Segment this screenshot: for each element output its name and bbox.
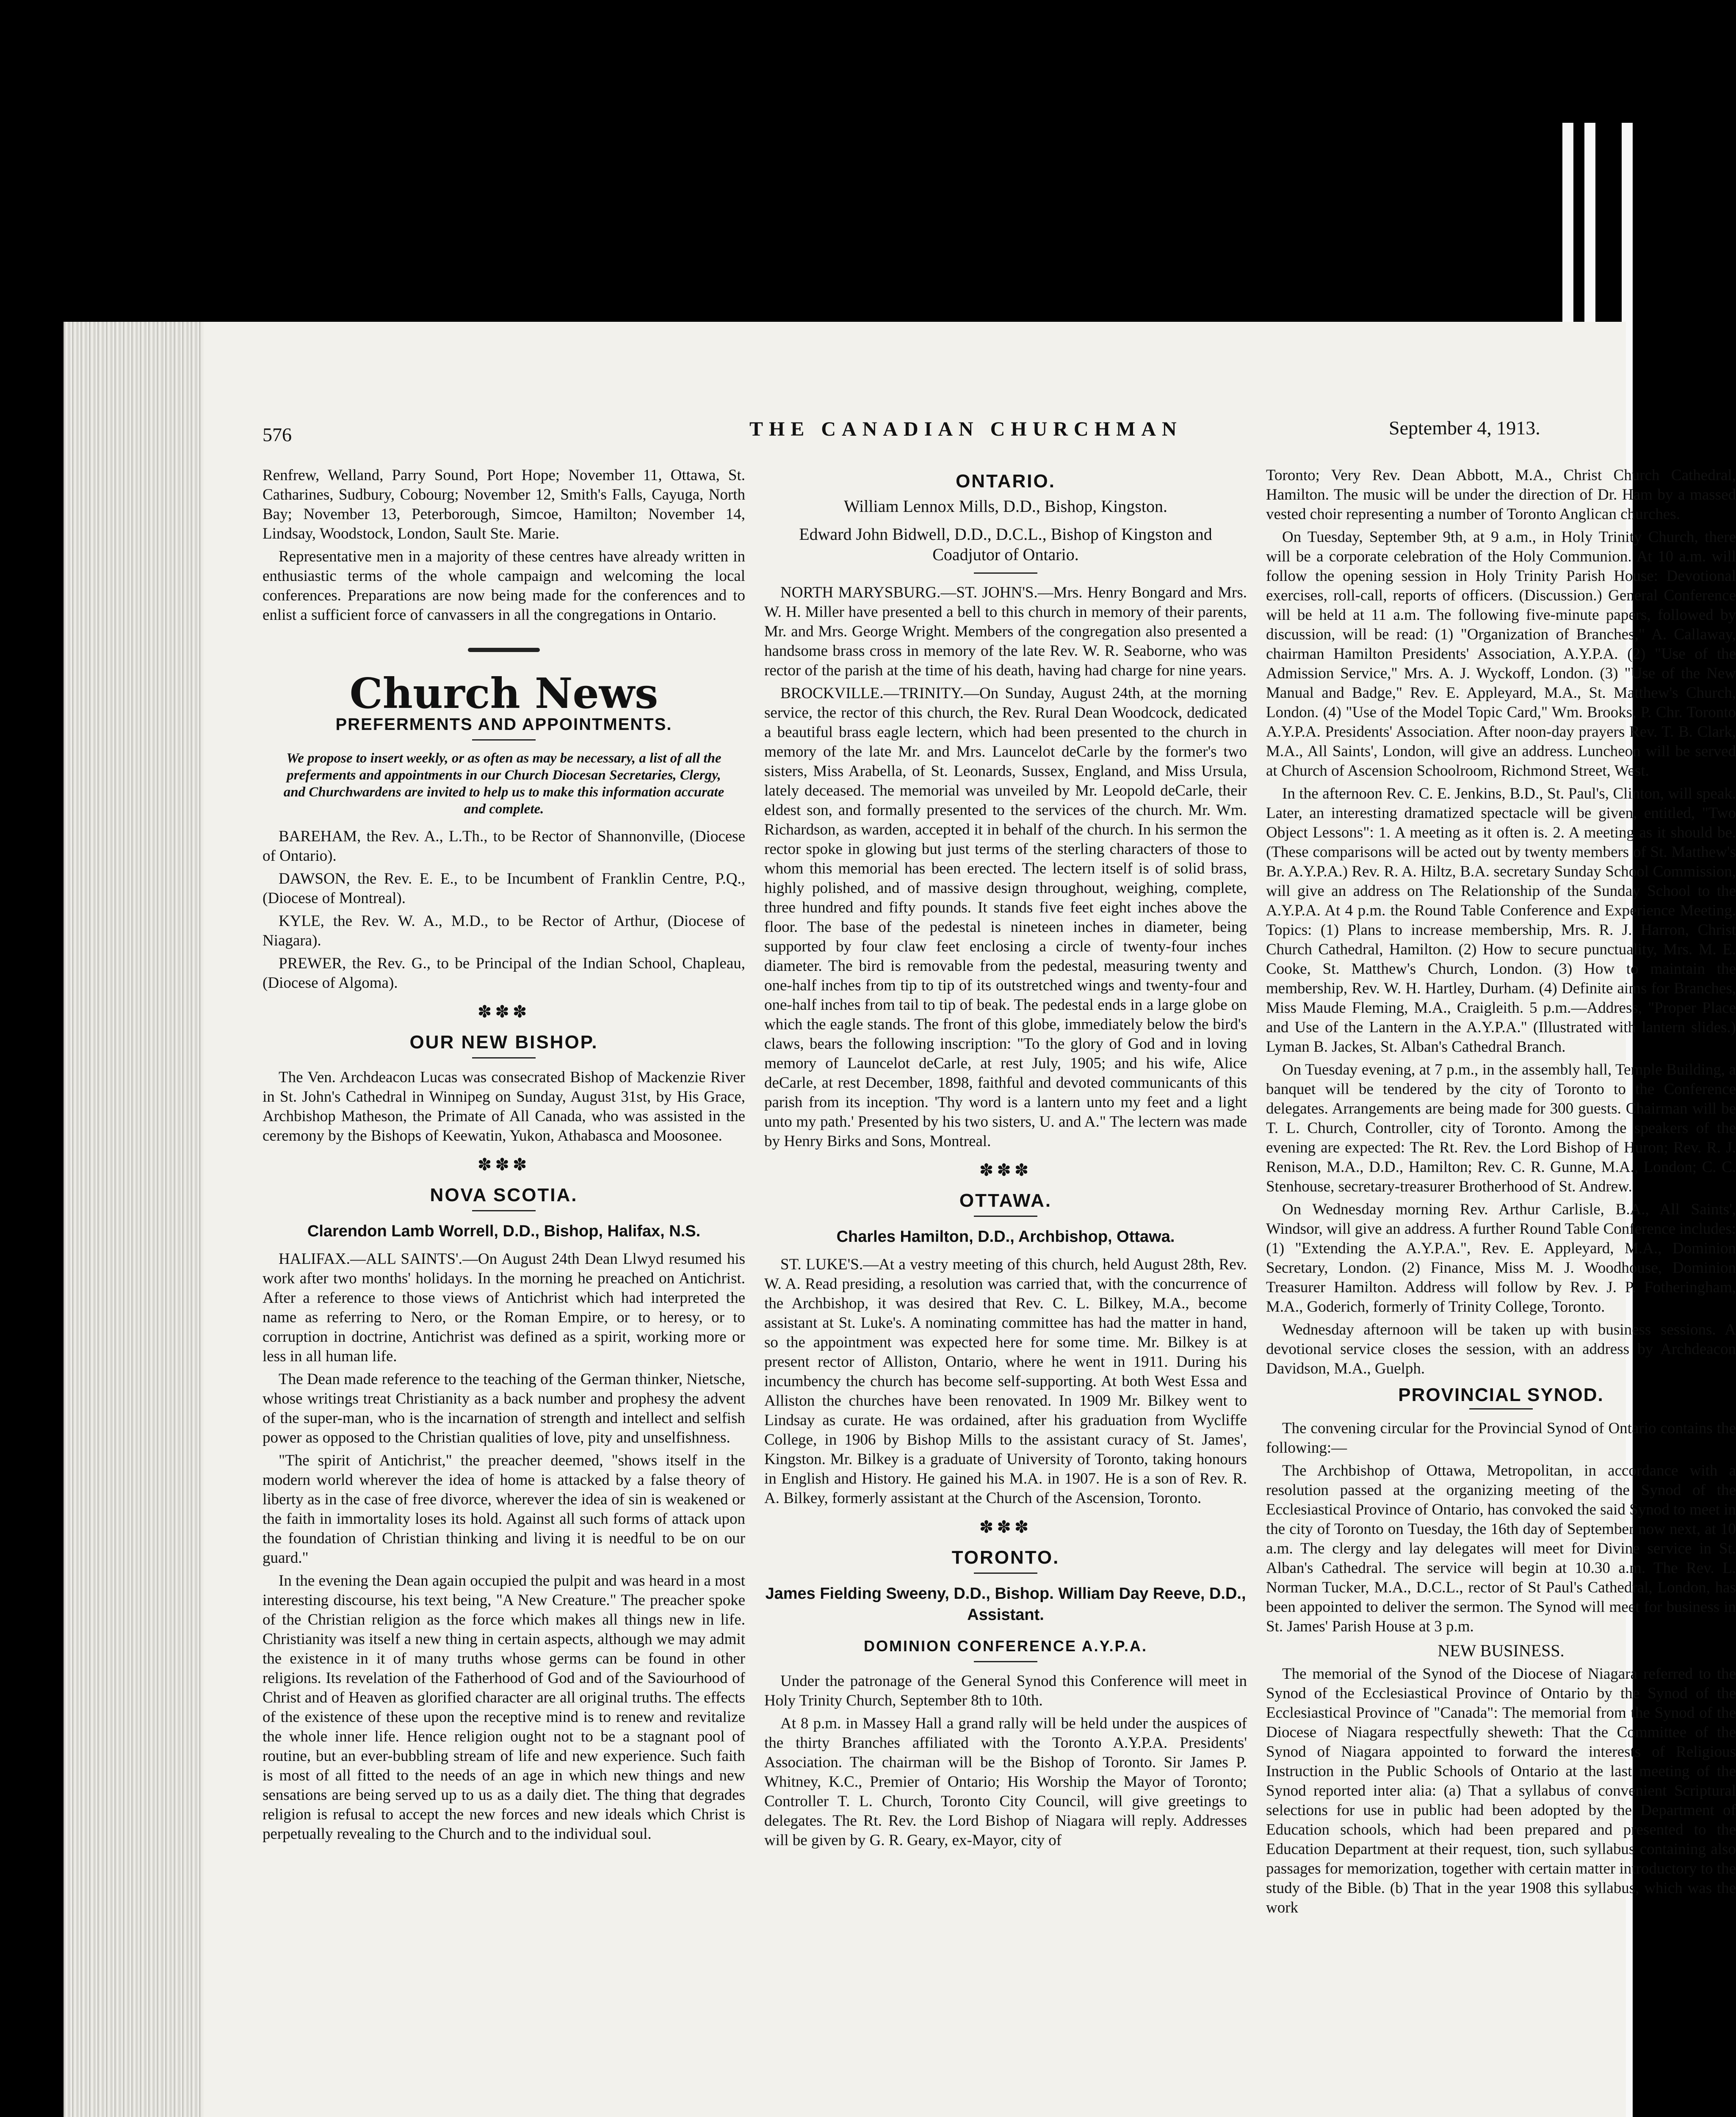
preferment-item: PREWER, the Rev. G., to be Principal of the Indian School, Chapleau, (Diocese of Algoma). (263, 955, 745, 992)
church-news-heading: Church News (349, 669, 658, 718)
article-paragraph: Under the patronage of the General Synod this Conference will meet in Holy Trinity Church, September 8th to 10th. (764, 1672, 1247, 1709)
article-paragraph: ST. LUKE'S.—At a vestry meeting of this church, held August 28th, Rev. W. A. Read presiding, a resolution was carried that, with the concurrence of the Archbishop, it was desired that Rev. C. L. Bilkey, M.A., become assistant at St. Luke's. A nominating committee has had the matter in hand, so the appointment was expected here for some time. Mr. Bilkey is at present rector of Alliston, Ontario, where he went in 1911. During his incumbency the church has become self-supporting. At both West Essa and Alliston the churches have been renovated. In 1909 Mr. Bilkey went to Lindsay as curate. He was ordained, after his graduation from Wycliffe College, in 1906 by Bishop Mills to the assistant curacy of St. James', Kingston. Mr. Bilkey is a graduate of University of Toronto, taking honours in English and History. He gained his M.A. in 1907. He is a son of Rev. R. A. Bilkey, formerly assistant at the Church of the Ascension, Toronto. (764, 1256, 1247, 1507)
ottawa-subheading: Charles Hamilton, D.D., Archbishop, Ottawa. (836, 1228, 1175, 1246)
divider (472, 1210, 536, 1211)
intro-paragraph: Renfrew, Welland, Parry Sound, Port Hope; November 11, Ottawa, St. Catharines, Sudbury, Cobourg; November 12, Smith's Falls, Cayuga, North Bay; November 13, Peterborough, Simcoe, Hamilton; November 14, Lindsay, Woodstock, London, Sault Ste. Marie. (263, 467, 745, 542)
article-paragraph: The convening circular for the Provincial Synod of Ontario contains the following:— (1266, 1420, 1736, 1456)
divider (974, 572, 1037, 574)
newspaper-page (64, 322, 1736, 2117)
stars-divider: ✽✽✽ (477, 1155, 531, 1175)
page-number: 576 (263, 424, 292, 445)
article-paragraph: NORTH MARYSBURG.—ST. JOHN'S.—Mrs. Henry Bongard and Mrs. W. H. Miller have presented a bell to this church in memory of their parents, Mr. and Mrs. George Wright. Members of the congregation also presented a handsome brass cross in memory of the late Rev. W. R. Seaborne, who was rector of the parish at the time of his death, having had charge for nine years. (764, 584, 1247, 679)
intro-paragraph: Representative men in a majority of these centres have already written in enthusiastic terms of the whole campaign and welcoming the local conferences. Preparations are now being made for the conferences and to enlist a sufficient force of canvassers in all the congregations in Ontario. (263, 548, 745, 624)
article-paragraph: In the afternoon Rev. C. E. Jenkins, B.D., St. Paul's, Clinton, will speak. Later, an interesting dramatized spectacle will be given, entitled, "Two Object Lessons": 1. A meeting as it often is. 2. A meeting as it should be. (These comparisons will be acted out by twenty members of St. Matthew's Br. A.Y.P.A.) Rev. R. A. Hiltz, B.A. secretary Sunday School Commission, will give an address on The Relationship of the Sunday School to the A.Y.P.A. At 4 p.m. the Round Table Conference and Experience Meeting. Topics: (1) Plans to increase membership, Mrs. R. J. Harron, Christ Church Cathedral, Hamilton. (2) How to secure punctuality, Mrs. M. E. Cooke, St. Matthew's Church, London. (3) How to maintain the membership, Rev. W. H. Hartley, Durham. (4) Definite aims for Branches, Miss Maude Fleming, M.A., Craigleith. 5 p.m.—Address, "Proper Place and Use of the Lantern in the A.Y.P.A." (Illustrated with lantern slides.) Lyman B. Jackes, St. Alban's Cathedral Branch. (1266, 785, 1736, 1056)
issue-date: September 4, 1913. (1389, 417, 1540, 439)
article-paragraph: The Ven. Archdeacon Lucas was consecrated Bishop of Mackenzie River in St. John's Cathedral in Winnipeg on Sunday, August 31st, by His Grace, Archbishop Matheson, the Primate of All Canada, who was assisted in the ceremony by the Bishops of Keewatin, Yukon, Athabasca and Moosonee. (263, 1069, 745, 1144)
toronto-heading: TORONTO. (951, 1547, 1060, 1568)
article-paragraph: The Dean made reference to the teaching of the German thinker, Nietsche, whose writings treat Christianity as a back number and prophesy the advent of the super-man, who is the incarnation of strength and intellect and selfish power as opposed to the Christian qualities of love, pity and unselfishness. (263, 1371, 745, 1446)
nova-scotia-subheading: Clarendon Lamb Worrell, D.D., Bishop, Halifax, N.S. (307, 1222, 701, 1240)
divider (1469, 1408, 1533, 1409)
article-paragraph: "The spirit of Antichrist," the preacher deemed, "shows itself in the modern world wherever the idea of home is attacked by a false theory of liberty as in the case of free divorce, wherever the idea of sin is weakened or the faith in immortality loses its hold. Against all such forms of attack upon the foundation of Christian thinking and living it is needful to be on our guard." (263, 1452, 745, 1567)
article-paragraph: BROCKVILLE.—TRINITY.—On Sunday, August 24th, at the morning service, the rector of this church, the Rev. Rural Dean Woodcock, dedicated a beautiful brass eagle lectern, which had been presented to the church in memory of the late Mr. and Mrs. Launcelot deCarle by the former's two sisters, Miss Arabella, of St. Leonards, Sussex, England, and Miss Ursula, lately deceased. The memorial was unveiled by Mr. Leopold deCarle, their eldest son, and formally presented to the services of the church. Mr. Wm. Richardson, as warden, accepted it in behalf of the church. In his sermon the rector spoke in glowing but just terms of the sterling characters of those to whom this memorial has been erected. The lectern itself is of solid brass, highly polished, and of massive design throughout, weighing, complete, three hundred and fifty pounds. It stands five feet eight inches above the floor. The base of the pedestal is nineteen inches in diameter, being supported by four claw feet enclosing a circle of twenty-four inches diameter. The bird is removable from the pedestal, measuring twenty and one-half inches from tip to tip of its outstretched wings and twenty-four and one-half inches from tail to tip of beak. The pedestal ends in a large globe on which the eagle stands. The front of this globe, immediately below the bird's claws, bears the following inscription: "To the glory of God and in loving memory of Launcelot deCarle, at rest July, 1905; and his wife, Alice deCarle, at rest December, 1898, faithful and devoted communicants of this parish from its inception. 'Thy word is a lantern unto my feet and a light unto my path.' Presented by his two sisters, U. and A." The lectern was made by Henry Birks and Sons, Montreal. (764, 685, 1247, 1150)
divider (974, 1661, 1037, 1662)
article-paragraph: Wednesday afternoon will be taken up with business sessions. A devotional service closes the session, with an address by Archdeacon Davidson, M.A., Guelph. (1266, 1321, 1736, 1377)
new-bishop-heading: OUR NEW BISHOP. (409, 1032, 598, 1053)
article-paragraph: The Archbishop of Ottawa, Metropolitan, in accordance with a resolution passed at the organizing meeting of the Synod of the Ecclesiastical Province of Ontario, has convoked the said Synod to meet in the city of Toronto on Tuesday, the 16th day of September now next, at 10 a.m. The clergy and lay delegates will meet for Divine service in St. Alban's Cathedral. The service will begin at 10.30 a.m. The Rev. L. Norman Tucker, M.A., D.C.L., rector of St Paul's Cathedral, London, has been appointed to deliver the sermon. The Synod will meet for business in St. James' Parish House at 3 p.m. (1266, 1462, 1736, 1635)
column-1 (263, 466, 745, 1847)
stars-divider: ✽✽✽ (477, 1002, 531, 1022)
stars-divider: ✽✽✽ (979, 1161, 1032, 1180)
ottawa-heading: OTTAWA. (959, 1190, 1052, 1211)
column-2 (764, 466, 1247, 1854)
column-3 (1266, 466, 1736, 1921)
new-business-heading: NEW BUSINESS. (1437, 1641, 1565, 1660)
article-paragraph: On Wednesday morning Rev. Arthur Carlisle, B.A., All Saints', Windsor, will give an address. A further Round Table Conference includes: (1) "Extending the A.Y.P.A.", Rev. E. Appleyard, M.A., Dominion Secretary, London. (2) Finance, Miss M. J. Woodhouse, Dominion Treasurer Hamilton. Address will follow by Rev. J. P. Fotheringham, M.A., Goderich, formerly of Trinity College, Toronto. (1266, 1201, 1736, 1316)
divider (472, 1057, 536, 1058)
divider (472, 739, 536, 741)
ontario-heading: ONTARIO. (956, 471, 1056, 492)
divider (974, 1216, 1037, 1217)
dominion-conference-heading: DOMINION CONFERENCE A.Y.P.A. (863, 1637, 1148, 1655)
ornament-divider (263, 638, 745, 657)
publication-title: THE CANADIAN CHURCHMAN (749, 418, 1183, 440)
provincial-synod-heading: PROVINCIAL SYNOD. (1398, 1385, 1604, 1405)
page-header (64, 415, 1626, 462)
preferments-note: We propose to insert weekly, or as often as may be necessary, a list of all the preferments and appointments in our Church Diocesan Secretaries, Clergy, and Churchwardens are invited to help us to make this information accurate and complete. (283, 751, 724, 817)
book-gutter (64, 322, 203, 2117)
preferments-heading: PREFERMENTS AND APPOINTMENTS. (335, 715, 672, 734)
article-paragraph: In the evening the Dean again occupied the pulpit and was heard in a most interesting discourse, his text being, "A New Creature." The preacher spoke of the Christian religion as the force which makes all things new in life. Christianity was itself a new thing in certain aspects, although we may admit the existence in it of many truths whose germs can be found in other religions. Its revelation of the Fatherhood of God and of the Saviourhood of Christ and of Heaven as glorified character are all original truths. The effects of the existence of these upon the receptive mind is to renew and revitalize the whole inner life. Hence religion ought not to be a stagnant pool of routine, but an ever-bubbling stream of life and new experience. Such faith is most of all fitted to the needs of an age in which new things and new sensations are being served up to us as a daily diet. The thing that degrades religion is refusal to accept the new forces and new ideals which Christ is perpetually revealing to the Church and to the individual soul. (263, 1572, 745, 1843)
article-paragraph: HALIFAX.—ALL SAINTS'.—On August 24th Dean Llwyd resumed his work after two months' holidays. In the morning he preached on Antichrist. After a reference to those views of Antichrist which had interpreted the name as referring to Nero, or the Roman Empire, or to heresy, or to corruption in doctrine, Antichrist was defined as a spirit, working more or less in all human life. (263, 1250, 745, 1365)
article-paragraph: At 8 p.m. in Massey Hall a grand rally will be held under the auspices of the thirty Branches affiliated with the Toronto A.Y.P.A. Presidents' Association. The chairman will be the Bishop of Toronto. Sir James P. Whitney, K.C., Premier of Ontario; His Worship the Mayor of Toronto; Controller T. L. Church, Toronto City Council, will give greetings to delegates. The Rt. Rev. the Lord Bishop of Niagara will reply. Addresses will be given by G. R. Geary, ex-Mayor, city of (764, 1715, 1247, 1849)
article-paragraph: On Tuesday evening, at 7 p.m., in the assembly hall, Temple Building, a banquet will be tendered by the city of Toronto to the Conference delegates. Arrangements are being made for 300 guests. Chairman will be T. L. Church, Controller, city of Toronto. Among the speakers of the evening are expected: The Rt. Rev. the Lord Bishop of Huron; Rev. R. J. Renison, M.A., D.D., Hamilton; Rev. C. R. Gunne, M.A., London; C. C. Stenhouse, secretary-treasurer Brotherhood of St. Andrew. (1266, 1061, 1736, 1195)
toronto-subheading: James Fielding Sweeny, D.D., Bishop. William Day Reeve, D.D., Assistant. (765, 1585, 1246, 1624)
preferment-item: KYLE, the Rev. W. A., M.D., to be Rector of Arthur, (Diocese of Niagara). (263, 912, 745, 949)
article-paragraph: On Tuesday, September 9th, at 9 a.m., in Holy Trinity Church, there will be a corporate celebration of the Holy Communion. At 10 a.m. will follow the opening session in Holy Trinity Parish House: Devotional exercises, roll-call, reports of officers. (Discussion.) General Conference will be held at 11 a.m. The following five-minute papers, followed by discussion, will be read: (1) "Organization of Branches," A. Callaway, chairman Hamilton Presidents' Association, A.Y.P.A. (2) "Use of the Admission Service," Mrs. A. J. Wyckoff, London. (3) "Use of the New Manual and Badge," Rev. E. Appleyard, M.A., St. Matthew's Church, London. (4) "Use of the Model Topic Card," Wm. Brooks, P. Chr. Toronto A.Y.P.A. Presidents' Association. After noon-day prayers Rev. T. B. Clark, M.A., All Saints', London, will give an address. Luncheon will be served at Church of Ascension Schoolroom, Richmond Street, West. (1266, 528, 1736, 779)
stars-divider: ✽✽✽ (979, 1517, 1032, 1537)
nova-scotia-heading: NOVA SCOTIA. (430, 1185, 578, 1205)
preferment-item: BAREHAM, the Rev. A., L.Th., to be Rector of Shannonville, (Diocese of Ontario). (263, 828, 745, 865)
preferment-item: DAWSON, the Rev. E. E., to be Incumbent of Franklin Centre, P.Q., (Diocese of Montreal). (263, 870, 745, 907)
article-paragraph: The memorial of the Synod of the Diocese of Niagara referred to the Synod of the Ecclesiastical Province of Ontario by the Synod of the Ecclesiastical Province of "Canada": The memorial from the Synod of the Diocese of Niagara respectfully sheweth: That the Committee of the Synod of Niagara appointed to forward the interests of Religious Instruction in the Public Schools of Ontario at the last meeting of the Synod reported inter alia: (a) That a syllabus of convenient Scriptural selections for use in public had been adopted by the Department of Education schools, which had been prepared and presented to the Education Department at their request, tion, such syllabus containing also passages for memorization, together with certain matter introductory to the study of the Bible. (b) That in the year 1908 this syllabus, which was the work (1266, 1665, 1736, 1916)
ontario-subheading: Edward John Bidwell, D.D., D.C.L., Bishop of Kingston and Coadjutor of Ontario. (799, 525, 1212, 564)
article-paragraph: Toronto; Very Rev. Dean Abbott, M.A., Christ Church Cathedral, Hamilton. The music will be under the direction of Dr. Ham by a massed vested choir representing a number of Toronto Anglican churches. (1266, 467, 1736, 523)
ontario-subheading: William Lennox Mills, D.D., Bishop, Kingston. (844, 497, 1167, 516)
divider (974, 1573, 1037, 1574)
